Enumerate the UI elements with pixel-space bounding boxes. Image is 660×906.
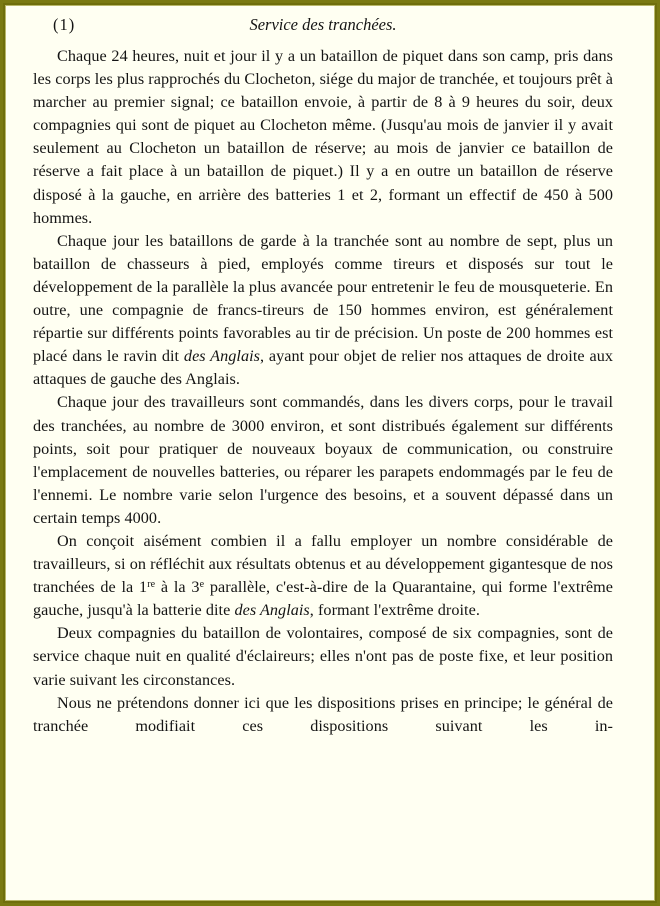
text-run: , ayant pour objet de relier nos attaques de droite aux attaques de gauche des Anglais. bbox=[33, 347, 613, 389]
text-run: à la 3 bbox=[155, 578, 200, 597]
page-number: (1) bbox=[53, 15, 76, 34]
paragraph-6 bbox=[33, 692, 613, 738]
document-page bbox=[33, 15, 613, 738]
text-run: Deux compagnies du bataillon de volontaires, composé de six compagnies, sont de service chaque nuit en qualité d'éclaireurs; elles n'ont pas de poste fixe, et leur position varie suivant les circonstances. bbox=[33, 624, 613, 689]
page-header bbox=[33, 15, 613, 43]
text-run: Chaque 24 heures, nuit et jour il y a un bataillon de piquet dans son camp, pris dans les corps les plus rapprochés du Clocheton, siége du major de tranchée, et toujours prêt à marcher au premier signal; ce bataillon envoie, à partir de 8 à 9 heures du soir, deux compagnies qui sont de piquet au Clocheton même. (Jusqu'au mois de janvier il y avait seulement au Clocheton un bataillon de réserve; au mois de janvier ce bataillon de réserve a fait place à un bataillon de piquet.) Il y a en outre un bataillon de réserve disposé à la gauche, en arrière des batteries 1 et 2, formant un effectif de 450 à 500 hommes. bbox=[33, 47, 613, 227]
text-run: Chaque jour des travailleurs sont commandés, dans les divers corps, pour le travail des tranchées, au nombre de 3000 environ, et sont distribués également sur différents points, soit pour pratiquer de nouveaux boyaux de communication, ou construire l'emplacement de nouvelles batteries, ou réparer les parapets endommagés par le feu de l'ennemi. Le nombre varie selon l'urgence des besoins, et a souvent dépassé dans un certain temps 4000. bbox=[33, 393, 613, 527]
paragraph-5 bbox=[33, 622, 613, 691]
italic-text: des Anglais bbox=[234, 601, 310, 620]
text-run: Nous ne prétendons donner ici que les dispositions prises en principe; le général de tranchée modifiait ces dispositions suivant les in- bbox=[33, 693, 613, 735]
running-title: Service des tranchées. bbox=[249, 15, 397, 34]
text-run: parallèle, c'est-à-dire de la Quarantaine, qui forme l'extrême gauche, jusqu'à la batterie dite bbox=[33, 578, 613, 620]
page-frame bbox=[3, 3, 657, 903]
paragraph-2 bbox=[33, 230, 613, 392]
body-text bbox=[33, 45, 613, 738]
italic-text: des Anglais bbox=[183, 347, 260, 366]
text-run: On conçoit aisément combien il a fallu employer un nombre considérable de travailleurs, si on réfléchit aux résultats obtenus et au développement gigantesque de nos tranchées de la 1 bbox=[33, 531, 613, 597]
superscript: re bbox=[147, 579, 156, 591]
paragraph-3 bbox=[33, 391, 613, 530]
text-run: , formant l'extrême droite. bbox=[309, 601, 480, 620]
superscript: e bbox=[199, 579, 205, 591]
paragraph-1 bbox=[33, 45, 613, 230]
paragraph-4 bbox=[33, 530, 613, 622]
text-run: Chaque jour les bataillons de garde à la tranchée sont au nombre de sept, plus un bataillon de chasseurs à pied, employés comme tireurs et disposés sur tout le développement de la parallèle la plus avancée pour entretenir le feu de mousqueterie. En outre, une compagnie de francs-tireurs de 150 hommes environ, est généralement répartie sur différents points favorables au tir de précision. Un poste de 200 hommes est placé dans le ravin dit bbox=[33, 231, 613, 366]
